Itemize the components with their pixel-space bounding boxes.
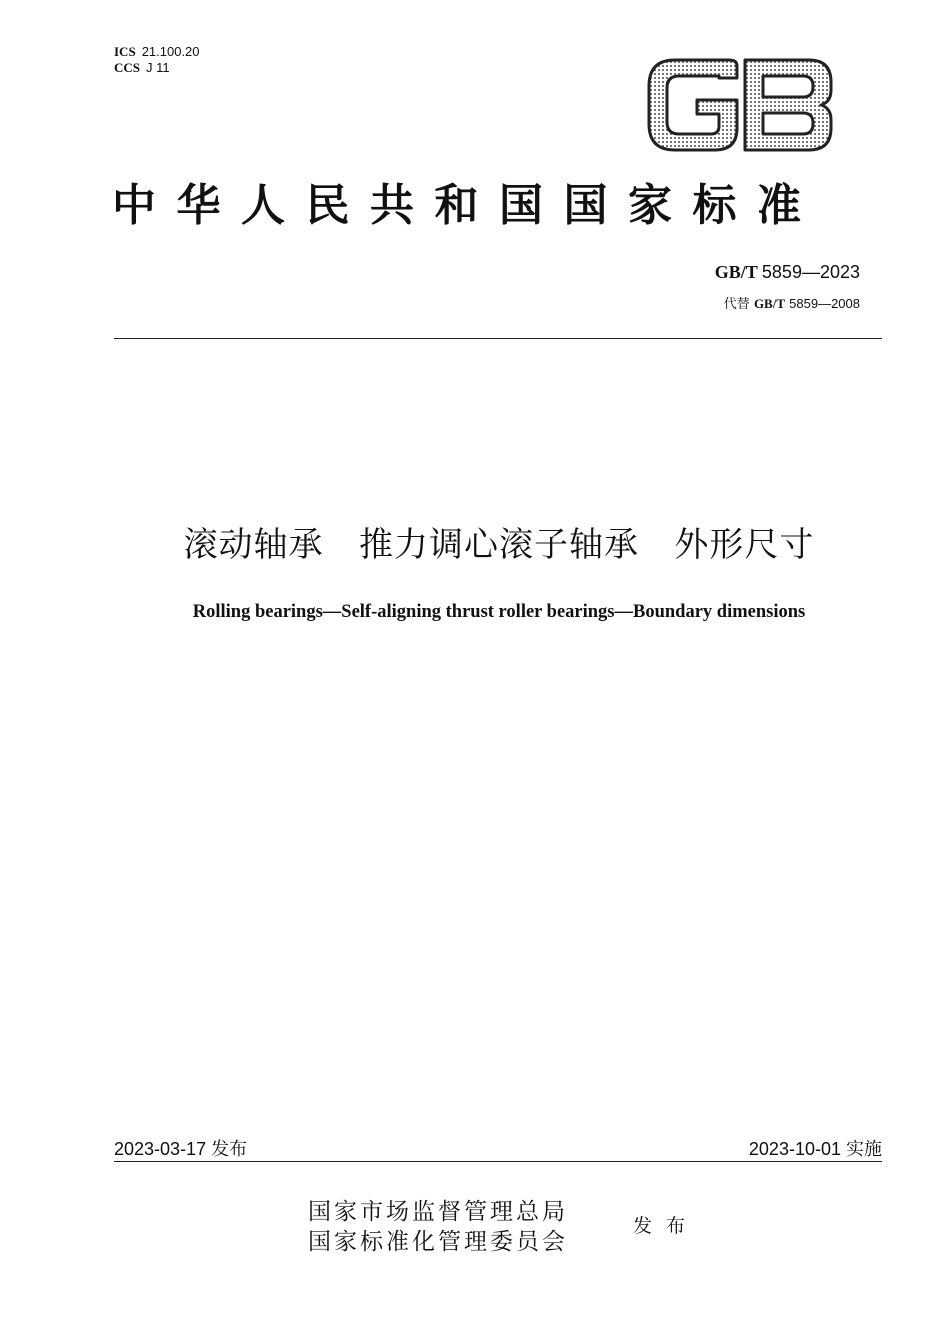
issue-date [114, 1135, 247, 1161]
ics-label: ICS [114, 44, 136, 59]
gb-logo [645, 56, 835, 154]
standard-prefix: GB/T [714, 262, 758, 282]
publish-label: 发布 [633, 1215, 700, 1237]
implementation-date [749, 1135, 882, 1161]
replaces-label: 代替 [723, 297, 750, 312]
issue-date-value: 2023-03-17 [114, 1139, 207, 1159]
classification-codes [114, 44, 200, 76]
standard-code: 5859—2023 [761, 262, 860, 282]
document-title-cn: 滚动轴承 推力调心滚子轴承 外形尺寸 [183, 525, 815, 565]
issuing-agency-1: 国家市场监督管理总局 [308, 1199, 568, 1225]
ccs-code [114, 60, 200, 76]
national-standard-title: 中华人民共和国国家标准 [112, 180, 822, 231]
ics-value: 21.100.20 [141, 44, 200, 59]
ccs-label: CCS [114, 60, 141, 75]
ccs-value: J 11 [146, 60, 170, 75]
header-divider [114, 338, 882, 339]
replaces-standard [724, 293, 860, 312]
implementation-date-label: 实施 [846, 1139, 882, 1159]
issuing-agency-2: 国家标准化管理委员会 [308, 1229, 568, 1255]
ics-code [114, 44, 200, 60]
replaces-code: 5859—2008 [789, 296, 860, 311]
footer-divider [114, 1161, 882, 1162]
document-title-en: Rolling bearings—Self-aligning thrust roller bearings—Boundary dimensions [192, 602, 806, 622]
standard-number [715, 262, 860, 283]
replaces-prefix: GB/T [753, 296, 786, 311]
issue-date-label: 发布 [211, 1139, 248, 1159]
implementation-date-value: 2023-10-01 [748, 1139, 841, 1159]
